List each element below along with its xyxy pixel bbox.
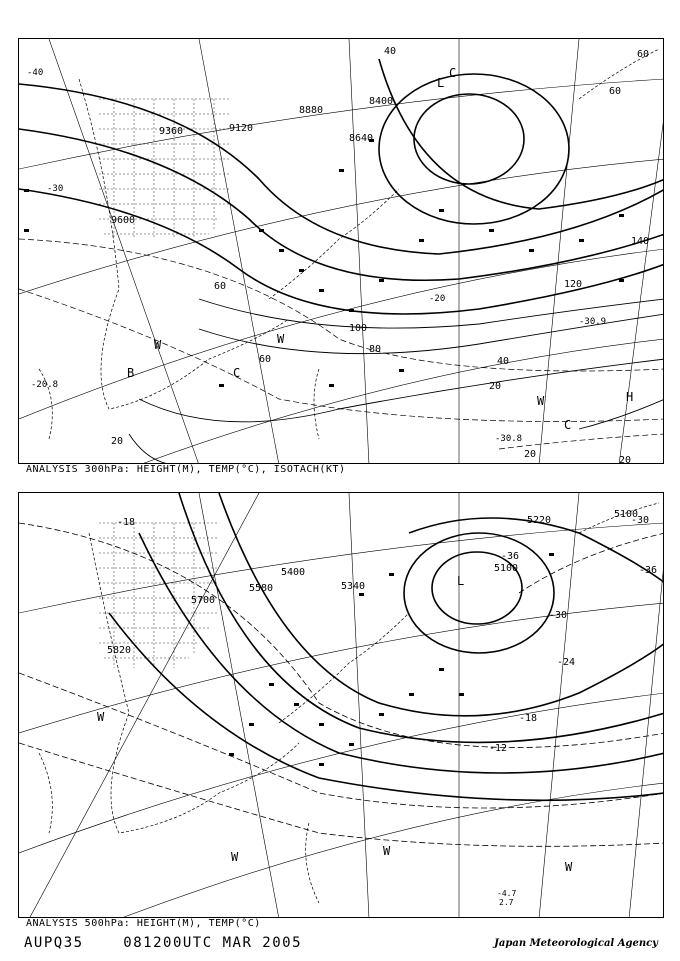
station-label: 2.7 bbox=[499, 898, 514, 907]
map-500hpa-canvas bbox=[19, 493, 664, 918]
temp-label: -30.8 bbox=[495, 434, 523, 444]
agency-name: Japan Meteorological Agency bbox=[494, 938, 658, 949]
temp-label: -18 bbox=[519, 713, 538, 724]
temp-label: -18 bbox=[117, 517, 136, 528]
station-marks bbox=[229, 553, 554, 766]
temp-label: -12 bbox=[489, 743, 508, 754]
isotach-label: 60 bbox=[259, 354, 272, 365]
height-label: 5100 bbox=[494, 563, 519, 574]
caption-500hpa: ANALYSIS 500hPa: HEIGHT(M), TEMP(°C) bbox=[26, 918, 261, 929]
height-label: 9600 bbox=[111, 215, 136, 226]
isotach-label: 140 bbox=[631, 236, 650, 247]
system-marker: W bbox=[383, 844, 391, 858]
temp-label: -24 bbox=[557, 657, 576, 668]
height-label: 8640 bbox=[349, 133, 374, 144]
height-label: 8400 bbox=[369, 96, 394, 107]
system-marker: W bbox=[154, 338, 162, 352]
system-marker: L bbox=[437, 76, 445, 90]
map-300hpa-canvas bbox=[19, 39, 664, 464]
system-marker: H bbox=[626, 390, 634, 404]
isotach-label: 20 bbox=[619, 455, 632, 465]
station-labels bbox=[497, 889, 516, 907]
isotach-label: 20 bbox=[524, 449, 537, 460]
height-label: 5700 bbox=[191, 595, 216, 606]
system-marker: W bbox=[537, 394, 545, 408]
temp-label: -30.9 bbox=[579, 317, 607, 327]
coastline bbox=[39, 49, 659, 439]
chart-code: AUPQ35 bbox=[24, 935, 84, 951]
coastline bbox=[39, 503, 659, 903]
temp-label: -30 bbox=[631, 515, 650, 526]
height-label: 5220 bbox=[527, 515, 552, 526]
map-panel-500hpa bbox=[18, 492, 664, 918]
height-label: 9120 bbox=[229, 123, 254, 134]
isotach-label: 60 bbox=[214, 281, 227, 292]
chart-datetime: 081200UTC MAR 2005 bbox=[123, 935, 303, 951]
height-label: 5580 bbox=[249, 583, 274, 594]
height-label: 5340 bbox=[341, 581, 366, 592]
height-contours bbox=[19, 59, 664, 314]
graticule bbox=[19, 39, 664, 464]
temp-label: -20 bbox=[429, 294, 446, 304]
chart-identifier bbox=[24, 935, 302, 951]
system-marker: B bbox=[127, 366, 135, 380]
height-label: 5100 bbox=[614, 509, 639, 520]
station-label: -4.7 bbox=[497, 889, 517, 898]
height-contours bbox=[109, 493, 664, 800]
system-marker: C bbox=[449, 66, 457, 80]
temp-label: -30 bbox=[549, 610, 568, 621]
system-marker: W bbox=[231, 850, 239, 864]
temp-label: -36 bbox=[501, 551, 520, 562]
isotach-label: 120 bbox=[564, 279, 583, 290]
system-marker: W bbox=[277, 332, 285, 346]
system-marker: C bbox=[233, 366, 241, 380]
isotach-label: 40 bbox=[384, 46, 397, 57]
temp-label: -40 bbox=[27, 68, 44, 78]
graticule bbox=[19, 493, 664, 918]
system-marker: W bbox=[97, 710, 105, 724]
height-label: 8880 bbox=[299, 105, 324, 116]
system-marker: C bbox=[564, 418, 572, 432]
isotach-label: 100 bbox=[349, 323, 368, 334]
system-markers bbox=[127, 66, 633, 432]
height-label: 9360 bbox=[159, 126, 184, 137]
isotach-label: 20 bbox=[111, 436, 124, 447]
height-labels bbox=[111, 96, 393, 226]
temp-label: -36 bbox=[639, 565, 658, 576]
height-label: 5400 bbox=[281, 567, 306, 578]
height-label: 5820 bbox=[107, 645, 132, 656]
isotach-label: 80 bbox=[369, 344, 382, 355]
system-marker: L bbox=[457, 574, 465, 588]
system-marker: W bbox=[565, 860, 573, 874]
isotach-label: 60 bbox=[637, 49, 650, 60]
isotherm-contours bbox=[19, 523, 664, 846]
isotach-label: 20 bbox=[489, 381, 502, 392]
isotach-label: 60 bbox=[609, 86, 622, 97]
isotach-label: 40 bbox=[497, 356, 510, 367]
caption-300hpa: ANALYSIS 300hPa: HEIGHT(M), TEMP(°C), ISOTACH(KT) bbox=[26, 464, 346, 475]
temp-label: -20.8 bbox=[31, 380, 59, 390]
map-panel-300hpa bbox=[18, 38, 664, 464]
temp-label: -30 bbox=[47, 184, 64, 194]
